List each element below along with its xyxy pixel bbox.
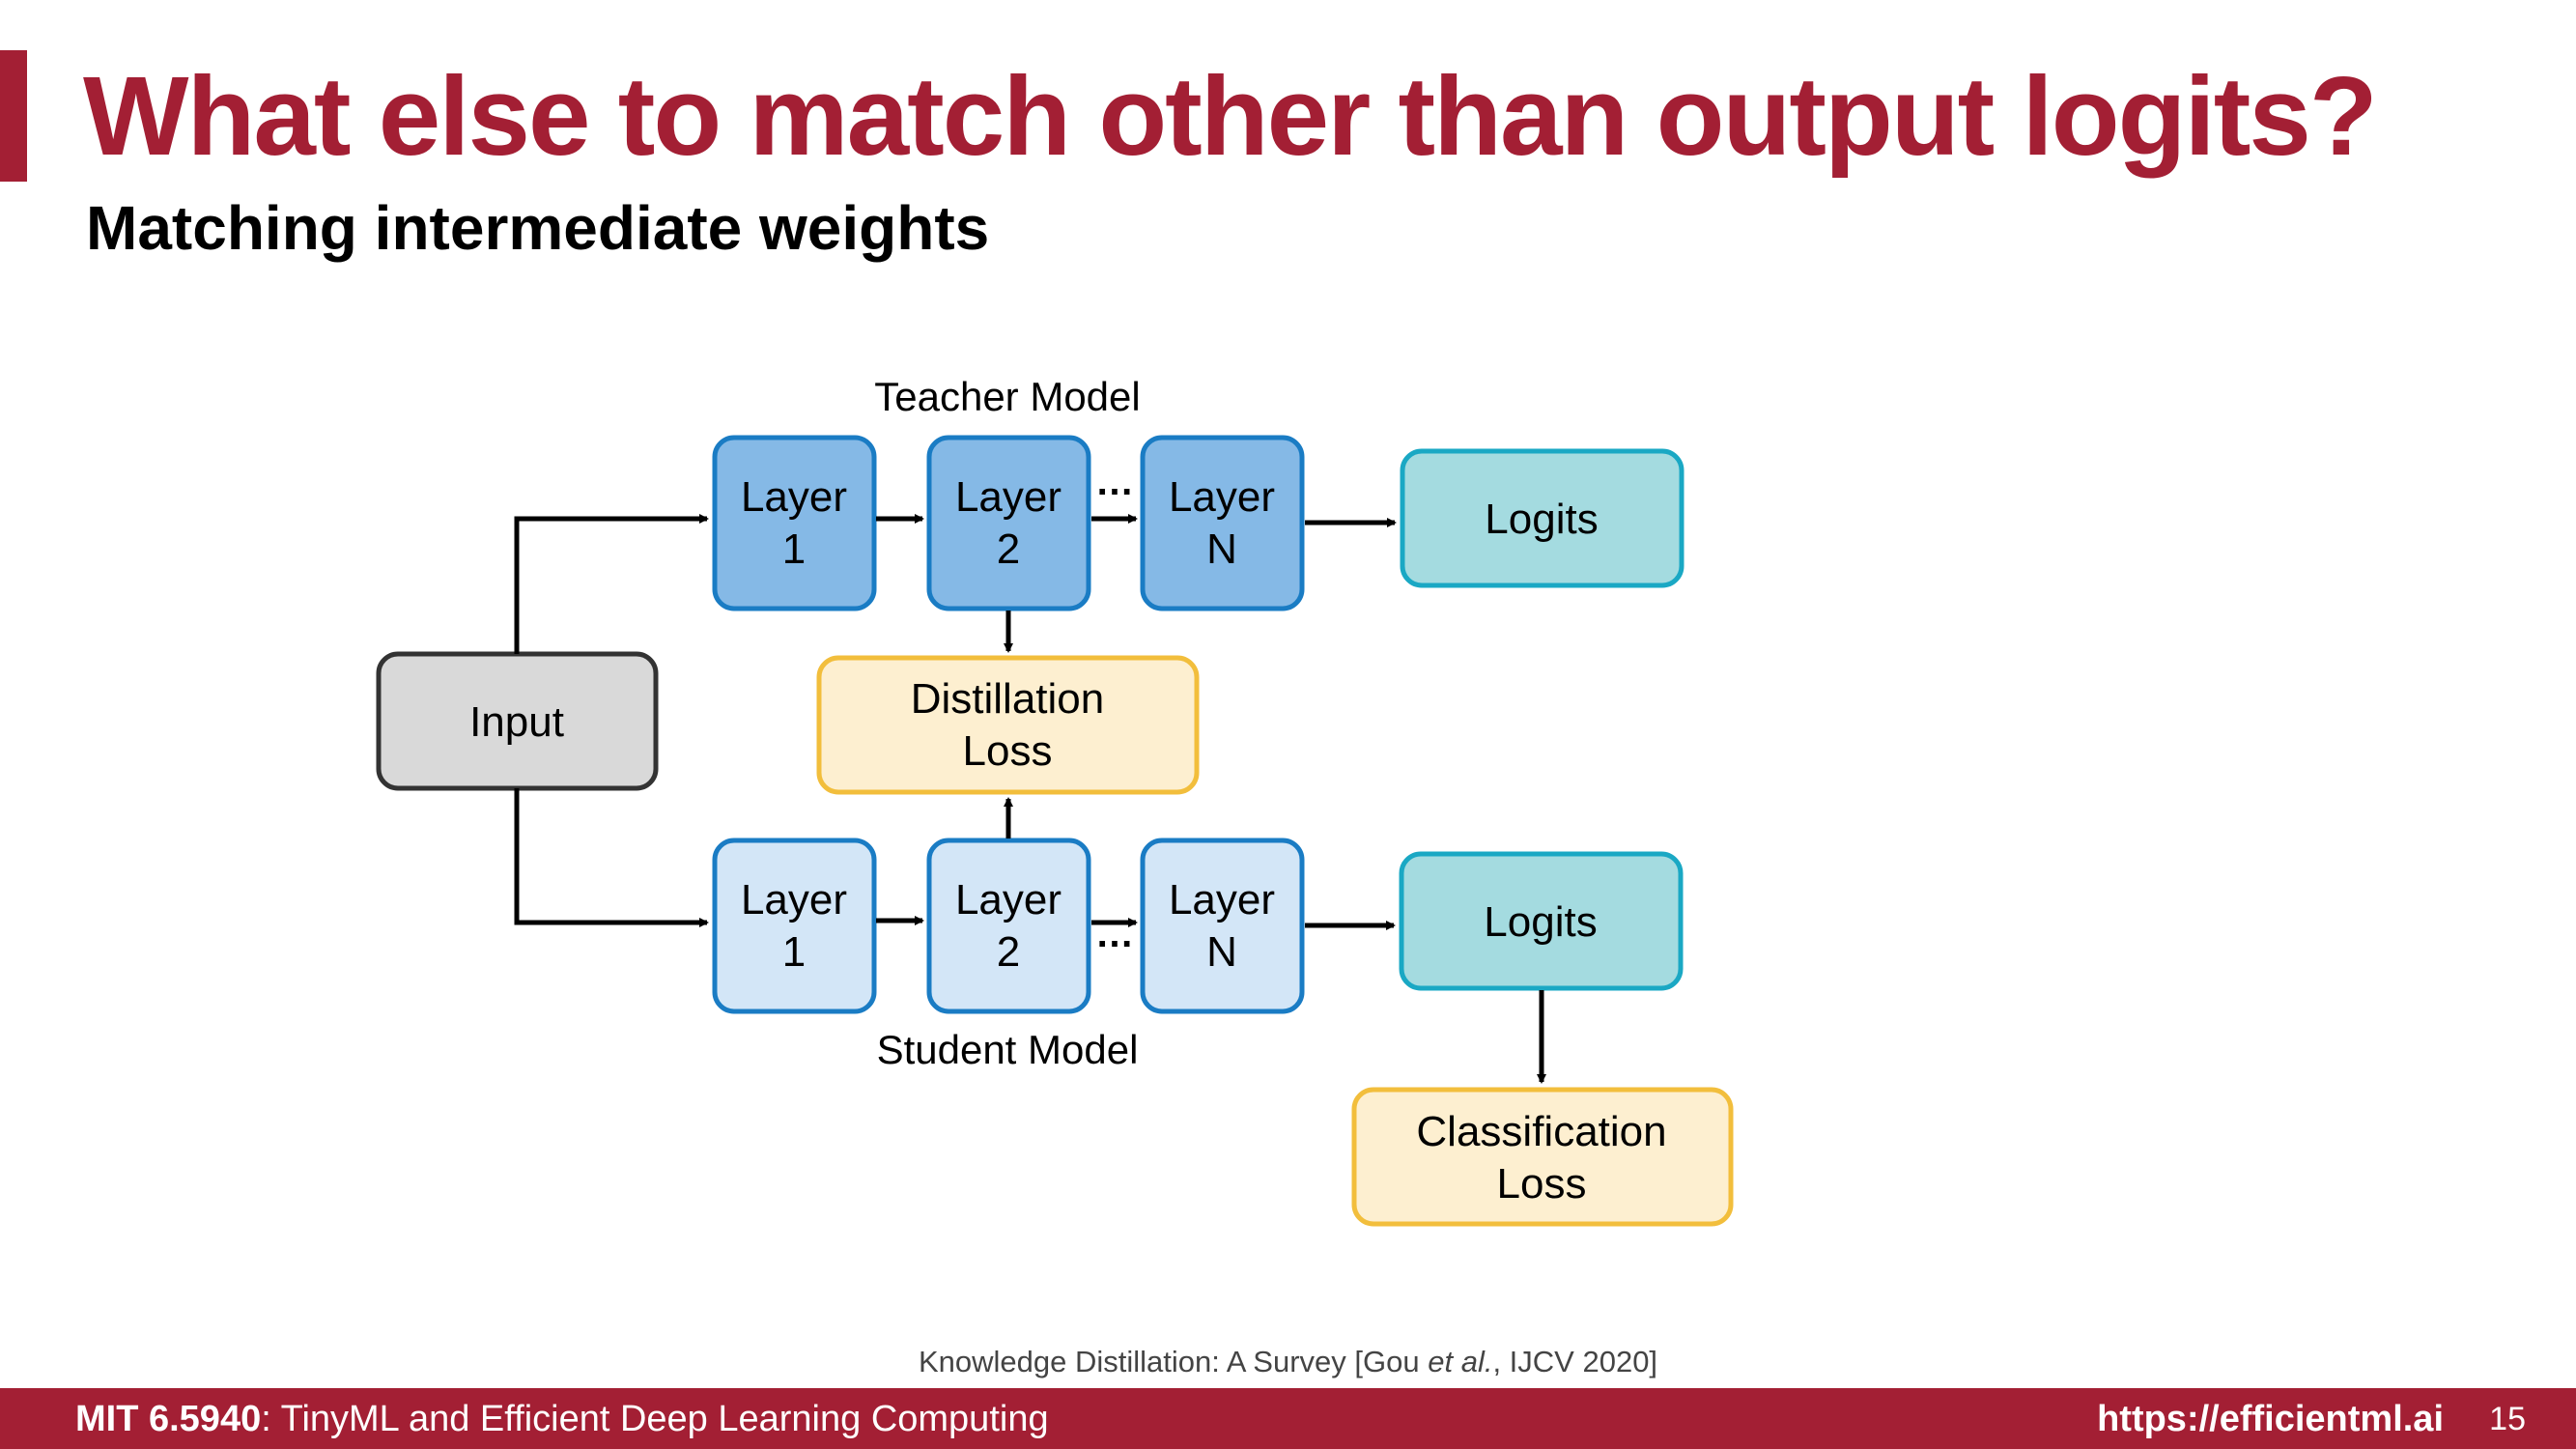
teacher-layer-2-line2: 2: [996, 526, 1021, 573]
input-node: [379, 654, 656, 788]
slide-subtitle: Matching intermediate weights: [86, 193, 990, 263]
student-layer-1: [715, 840, 874, 1011]
student-logits: [1401, 854, 1681, 988]
student-layer-n-line2: N: [1206, 928, 1237, 976]
footer-course: [75, 1399, 1049, 1440]
teacher-layer-n: [1143, 438, 1302, 609]
footer-course-title: : TinyML and Efficient Deep Learning Computing: [261, 1399, 1049, 1439]
teacher-layer-2-line1: Layer: [954, 473, 1062, 521]
citation-italic: et al.: [1428, 1345, 1493, 1378]
distillation-loss: [819, 658, 1197, 792]
citation-post: , IJCV 2020]: [1492, 1345, 1658, 1378]
classification-loss-line1: Classification: [1416, 1108, 1667, 1155]
student-layer-n-line1: Layer: [1168, 876, 1276, 923]
citation-pre: Knowledge Distillation: A Survey [Gou: [918, 1345, 1429, 1378]
student-layer-1-line2: 1: [781, 928, 807, 976]
student-layer-n: [1143, 840, 1302, 1011]
teacher-layer-1: [715, 438, 874, 609]
student-ellipsis: …: [1095, 913, 1134, 955]
input-label: Input: [469, 698, 564, 746]
student-model-label: Student Model: [876, 1027, 1139, 1072]
classification-loss: [1354, 1090, 1731, 1224]
teacher-model-label: Teacher Model: [874, 374, 1141, 419]
distillation-loss-line1: Distillation: [910, 675, 1105, 723]
footer-bar: [0, 1388, 2576, 1449]
teacher-layer-n-line1: Layer: [1168, 473, 1276, 521]
arrow-input-to-teacher: [517, 519, 707, 654]
footer-url[interactable]: https://efficientml.ai: [2097, 1399, 2444, 1439]
student-layer-2-line1: Layer: [954, 876, 1062, 923]
slide-title: What else to match other than output logits?: [83, 53, 2376, 179]
arrow-input-to-student: [517, 788, 707, 923]
student-layer-2: [929, 840, 1089, 1011]
student-layer-2-line2: 2: [996, 928, 1021, 976]
page-number: 15: [2489, 1401, 2526, 1437]
student-layer-1-line1: Layer: [740, 876, 848, 923]
teacher-logits: [1402, 451, 1682, 585]
footer-course-code: MIT 6.5940: [75, 1399, 262, 1439]
teacher-ellipsis: …: [1095, 461, 1134, 503]
citation: [0, 1345, 2576, 1379]
classification-loss-line2: Loss: [1496, 1160, 1587, 1208]
teacher-layer-1-line1: Layer: [740, 473, 848, 521]
teacher-layer-n-line2: N: [1206, 526, 1237, 573]
student-logits-label: Logits: [1484, 898, 1598, 946]
teacher-layer-1-line2: 1: [781, 526, 807, 573]
teacher-layer-2: [929, 438, 1089, 609]
distillation-loss-line2: Loss: [962, 727, 1053, 775]
teacher-logits-label: Logits: [1485, 496, 1599, 543]
